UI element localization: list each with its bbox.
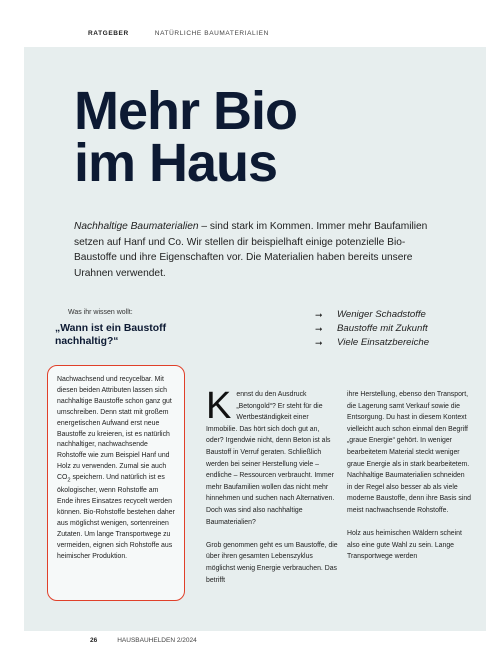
info-box-text: [57, 375, 176, 563]
topic-label: NATÜRLICHE BAUMATERIALIEN: [154, 30, 269, 37]
body-text: ennst du den Ausdruck „Betongold“? Er steht für die Wertbeständigkeit einer Immobilie. Das hört sich doch gut an, oder? Irgendwie nicht, denn Beton ist als Baustoff in Verruf geraten. Schließlich werden bei seiner Herstellung viele – endliche – Ressourcen verbraucht. Immer mehr Baufamilien wollen das nicht mehr hinnehmen und suchen nach Alternativen. Doch was sind also nachhaltige Baumaterialien?: [206, 391, 335, 526]
section-label: RATGEBER: [88, 30, 129, 37]
body-column-2: [347, 389, 471, 563]
body-paragraph: Holz aus heimischen Wäldern scheint also eine gute Wahl zu sein. Lange Transportwege werden: [347, 530, 462, 561]
body-column-1: [206, 385, 338, 586]
page-header: [88, 30, 269, 37]
article-title: [74, 81, 298, 193]
body-paragraph: Grob genommen geht es um Baustoffe, die über ihren gesamten Lebenszyklus möglichst wenig Energie verbrauchen. Das betrifft: [206, 541, 338, 584]
title-line-2: im Haus: [74, 133, 278, 193]
info-box: [47, 365, 185, 601]
key-point-label: Viele Einsatzbereiche: [337, 337, 430, 348]
qa-label: Was ihr wissen wollt:: [68, 309, 133, 316]
right-arrow-icon: ➞: [315, 324, 323, 334]
drop-cap: K: [206, 385, 232, 427]
page-number: 26: [90, 637, 98, 644]
info-text-part-1: Nachwachsend und recycelbar. Mit diesen beiden Attributen lassen sich nachhaltige Baustoffe schon ganz gut umschreiben. Denn statt mit großem energetischen Aufwand erst neue Baustoffe zu kreieren, ist es natürlich nachhaltiger, nachwachsende Rohstoffe wie zum Beispiel Hanf und Holz zu verwenden. Zumal sie auch CO: [57, 376, 172, 482]
qa-question: „Wann ist ein Baustoff nachhaltig?“: [55, 323, 167, 347]
title-line-1: Mehr Bio: [74, 81, 298, 141]
page-footer: [90, 637, 197, 644]
key-point-label: Baustoffe mit Zukunft: [337, 323, 428, 334]
magazine-issue: HAUSBAUHELDEN 2/2024: [117, 637, 197, 644]
article-lead: [74, 219, 438, 281]
key-point-item: [315, 322, 429, 336]
lead-italic: Nachhaltige Baumaterialien: [74, 221, 199, 232]
co2-subscript: 2: [67, 477, 71, 484]
key-points-list: [315, 308, 429, 350]
body-paragraph: [206, 385, 338, 528]
key-point-item: [315, 336, 429, 350]
body-paragraph: ihre Herstellung, ebenso den Transport, die Lagerung samt Verkauf sowie die Entsorgung. Du hast in diesem Kontext vielleicht auch schon einmal den Begriff „graue Energie“ gehört. In weniger bearbeitetem Material steckt weniger graue Energie als in stark bearbeitetem. Nachhaltige Baumaterialien schneiden in der Regel also besser ab als viele moderne Baustoffe, denn ihre Basis sind meist nachwachsende Rohstoffe.: [347, 391, 471, 514]
right-arrow-icon: ➞: [315, 338, 323, 348]
info-text-part-2: speichern. Und natürlich ist es ökologischer, wenn Rohstoffe am Ende ihres Einsatzes recycelt werden können. Bio-Rohstoffe bestehen daher aus möglichst wenigen, sortenreinen Zutaten. Um lange Transportwege zu vermeiden, eignen sich Rohstoffe aus heimischer Produktion.: [57, 474, 175, 560]
right-arrow-icon: ➞: [315, 310, 323, 320]
key-point-label: Weniger Schadstoffe: [337, 309, 426, 320]
lead-text: – sind stark im Kommen. Immer mehr Baufamilien setzen auf Hanf und Co. Wir stellen dir beispielhaft einige potenzielle Bio-Baustoffe und ihre Eigenschaften vor. Die Materialien haben bereits unsere Urahnen verwendet.: [74, 221, 428, 279]
key-point-item: [315, 308, 429, 322]
